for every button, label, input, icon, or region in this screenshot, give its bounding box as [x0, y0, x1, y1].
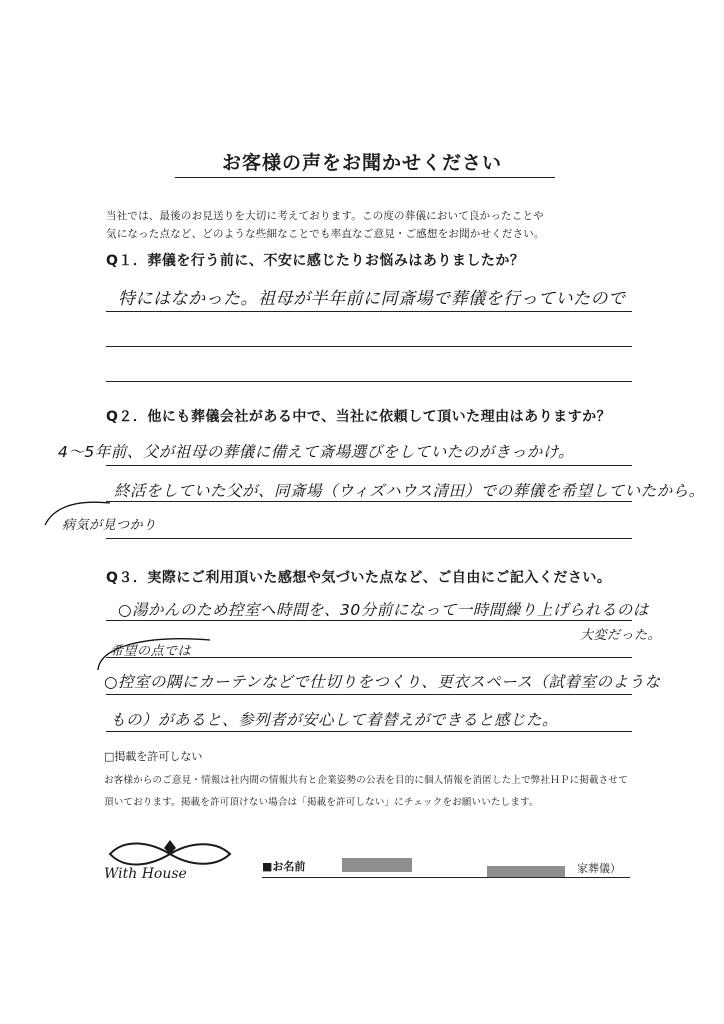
redacted-family-name [487, 866, 565, 878]
question-1: Q１．葬儀を行う前に、不安に感じたりお悩みはありましたか？ [106, 253, 525, 269]
answer-3-handwritten-note: 希望の点では [110, 644, 192, 659]
answer-3-rule-3 [106, 694, 632, 695]
title-underline [175, 177, 555, 178]
answer-2-handwriting-line-2: 終活をしていた父が、同斎場（ウィズハウス清田）での葬儀を希望していたから。 [114, 482, 705, 500]
logo-wordmark: With House [104, 866, 187, 882]
consent-checkbox-label[interactable]: □掲載を許可しない [104, 750, 203, 763]
intro-text-line-2: 気になった点など、どのような些細なことでも率直なご意見・ご感想をお聞かせください。 [106, 228, 545, 240]
answer-1-rule-2 [106, 346, 632, 347]
name-underline [262, 877, 630, 878]
answer-1-rule-1 [106, 311, 632, 312]
redacted-name [342, 858, 412, 872]
answer-3-handwriting-line-1-tail: 大変だった。 [580, 628, 662, 643]
answer-1-rule-3 [106, 381, 632, 382]
answer-3-rule-4 [106, 731, 632, 732]
privacy-notice-line-1: お客様からのご意見・情報は社内間の情報共有と企業姿勢の公表を目的に個人情報を消匿した上で弊社ＨＰに掲載させて [104, 775, 628, 786]
answer-3-rule-2 [106, 657, 632, 658]
page-title: お客様の声をお聞かせください [221, 152, 502, 174]
family-funeral-suffix: 家葬儀） [577, 862, 621, 875]
question-3: Q３．実際にご利用頂いた感想や気づいた点など、ご自由にご記入ください。 [106, 570, 612, 586]
answer-2-rule-1 [106, 465, 632, 466]
answer-2-rule-3 [106, 538, 632, 539]
answer-3-handwriting-line-1: ○湯かんのため控室へ時間を、30分前になって一時間繰り上げられるのは [118, 601, 649, 619]
intro-text-line-1: 当社では、最後のお見送りを大切に考えております。この度の葬儀において良かったことや [106, 210, 544, 222]
answer-3-rule-1 [106, 620, 632, 621]
answer-1-handwriting: 特にはなかった。祖母が半年前に同斎場で葬儀を行っていたので [118, 289, 626, 309]
privacy-notice-line-2: 頂いております。掲載を許可頂けない場合は「掲載を許可しない」にチェックをお願いいたします。 [104, 797, 539, 808]
insertion-mark-icon [40, 495, 120, 535]
answer-3-handwriting-line-2: ○控室の隅にカーテンなどで仕切りをつくり、更衣スペース（試着室のような [104, 673, 661, 691]
answer-2-handwritten-note: 病気が見つかり [62, 518, 157, 533]
question-2: Q２．他にも葬儀会社がある中で、当社に依頼して頂いた理由はありますか？ [106, 409, 612, 425]
answer-2-rule-2 [106, 501, 632, 502]
answer-2-handwriting-line-1: 4～5年前、父が祖母の葬儀に備えて斎場選びをしていたのがきっかけ。 [58, 443, 575, 461]
name-label: ■お名前 [262, 860, 306, 873]
answer-3-handwriting-line-3: もの）があると、参列者が安心して着替えができると感じた。 [110, 711, 559, 729]
